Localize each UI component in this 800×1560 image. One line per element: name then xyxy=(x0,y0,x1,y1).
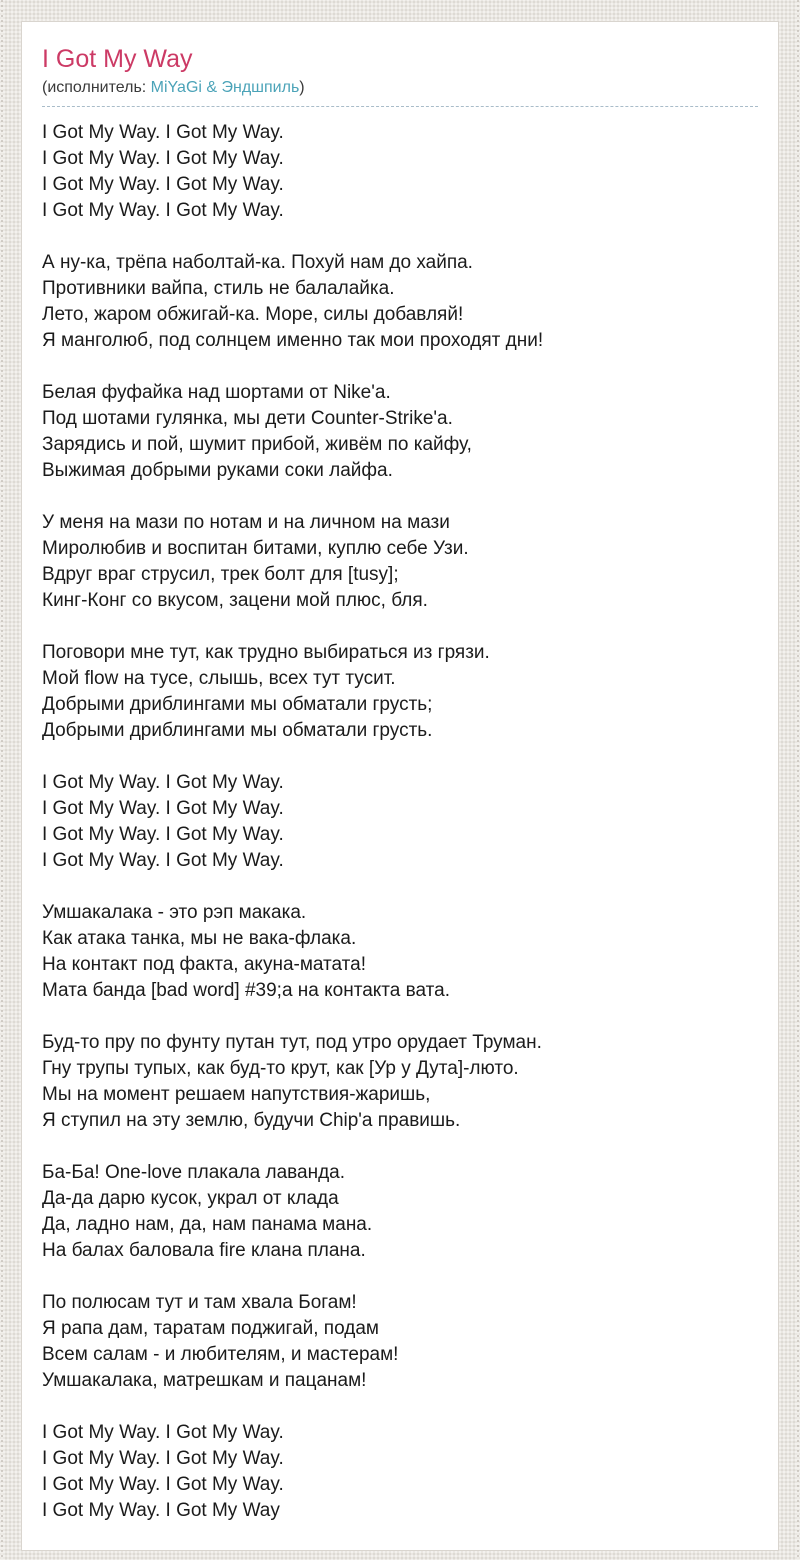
artist-label: (исполнитель: xyxy=(42,79,151,96)
lyrics-stanza: По полюсам тут и там хвала Богам! Я рапа дам, таратам поджигай, подам Всем салам - и любителям, и мастерам! Умшакалака, матрешкам и пацанам! xyxy=(42,1292,399,1391)
artist-link[interactable]: MiYaGi & Эндшпиль xyxy=(150,79,300,96)
lyrics-stanza: Ба-Ба! One-love плакала лаванда. Да-да дарю кусок, украл от клада Да, ладно нам, да, нам панама мана. На балах баловала fire клана плана. xyxy=(42,1162,373,1261)
lyrics-card xyxy=(21,21,779,1551)
lyrics-stanza: I Got My Way. I Got My Way. I Got My Way. I Got My Way. I Got My Way. I Got My Way. I Got My Way. I Got My Way. xyxy=(42,122,284,221)
lyrics-stanza: Белая фуфайка над шортами от Nike'а. Под шотами гулянка, мы дети Counter-Strike'а. Зарядись и пой, шумит прибой, живём по кайфу, Выжимая добрыми руками соки лайфа. xyxy=(42,382,472,481)
lyrics-stanza: Буд-то пру по фунту путан тут, под утро орудает Труман. Гну трупы тупых, как буд-то крут, как [Ур у Дута]-люто. Мы на момент решаем напутствия-жаришь, Я ступил на эту землю, будучи Chip'а правишь. xyxy=(42,1032,542,1131)
artist-label-close: ) xyxy=(299,79,305,96)
song-title: I Got My Way xyxy=(42,45,193,73)
lyrics-text xyxy=(42,120,758,1524)
lyrics-stanza: Поговори мне тут, как трудно выбираться из грязи. Мой flow на тусе, слышь, всех тут тусит. Добрыми дриблингами мы обматали грусть; Добрыми дриблингами мы обматали грусть. xyxy=(42,642,490,741)
lyrics-stanza: I Got My Way. I Got My Way. I Got My Way. I Got My Way. I Got My Way. I Got My Way. I Got My Way. I Got My Way xyxy=(42,1422,284,1521)
lyrics-stanza: У меня на мази по нотам и на личном на мази Миролюбив и воспитан битами, куплю себе Узи. Вдруг враг струсил, трек болт для [tusy]; Кинг-Конг со вкусом, зацени мой плюс, бля. xyxy=(42,512,469,611)
lyrics-stanza: I Got My Way. I Got My Way. I Got My Way. I Got My Way. I Got My Way. I Got My Way. I Got My Way. I Got My Way. xyxy=(42,772,284,871)
lyrics-stanza: Умшакалака - это рэп макака. Как атака танка, мы не вака-флака. На контакт под факта, акуна-матата! Мата банда [bad word] #39;а на контакта вата. xyxy=(42,902,450,1001)
artist-line xyxy=(42,78,758,107)
lyrics-stanza: А ну-ка, трёпа наболтай-ка. Похуй нам до хайпа. Противники вайпа, стиль не балалайка. Лето, жаром обжигай-ка. Море, силы добавляй! Я манголюб, под солнцем именно так мои проходят дни! xyxy=(42,252,544,351)
